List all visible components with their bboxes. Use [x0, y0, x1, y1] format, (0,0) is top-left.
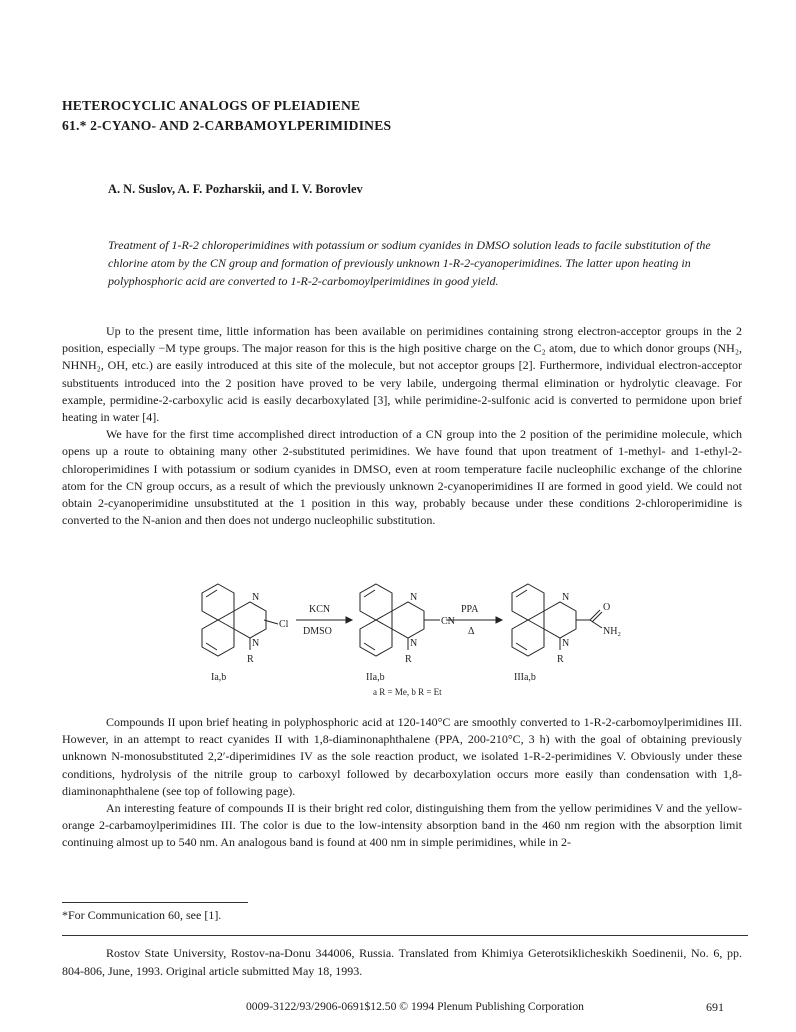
- paragraph: Compounds II upon brief heating in polyphosphoric acid at 120-140°C are smoothly converted to 1-R-2-carbomoylperimidines III. However, in an attempt to react cyanides II with 1,8-diaminonaphthalene (PPA, 200-210°C, 3 h) with the goal of obtaining previously unknown N-monosubstituted 2,2′-diperimidines IV as the sole reaction product, we isolated 1-R-2-perimidines V. Obviously under these conditions, hydrolysis of the nitrile group to carboxyl followed by decarboxylation occurs more easily than condensation with 1,8-diaminonaphthalene (see top of following page).: [62, 715, 742, 798]
- title-line-1: HETEROCYCLIC ANALOGS OF PLEIADIENE: [62, 98, 361, 113]
- author-list: A. N. Suslov, A. F. Pozharskii, and I. V. Borovlev: [108, 182, 363, 196]
- results-section: [62, 714, 742, 852]
- arrow-head-1: [346, 617, 352, 623]
- atom-n: N: [410, 638, 418, 649]
- substituent-cl: Cl: [279, 619, 289, 630]
- atom-n: N: [562, 638, 570, 649]
- atom-r: R: [247, 654, 254, 665]
- footnote: *For Communication 60, see [1].: [62, 908, 222, 922]
- reagent-ppa: PPA: [461, 604, 479, 615]
- substituent-o: O: [603, 602, 611, 613]
- intro-section: [62, 323, 742, 529]
- article-title: [62, 96, 391, 136]
- atom-r: R: [405, 654, 412, 665]
- affiliation-note: Rostov State University, Rostov-na-Donu 344006, Russia. Translated from Khimiya Geterotsiklicheskikh Soedinenii, No. 6, pp. 804-806, June, 1993. Original article submitted May 18, 1993.: [62, 946, 742, 978]
- reagent-dmso: DMSO: [303, 626, 332, 637]
- compound-label-i: Ia,b: [211, 672, 227, 683]
- paragraph: An interesting feature of compounds II is their bright red color, distinguishing them from the yellow perimidines V and the yellow-orange 2-carbamoylperimidines III. The color is due to the low-intensity absorption band in the 460 nm region with the absorption limit continuing almost up to 540 nm. An analogous band is found at 400 nm in simple perimidines, while in 2-: [62, 801, 742, 850]
- copyright-line: 0009-3122/93/2906-0691$12.50 © 1994 Plenum Publishing Corporation: [246, 1000, 584, 1013]
- page-number: 691: [706, 1000, 724, 1014]
- substituent-nh2: NH₂: [603, 626, 621, 637]
- title-line-2: 61.* 2-CYANO- AND 2-CARBAMOYLPERIMIDINES: [62, 118, 392, 133]
- compound-label-ii: IIa,b: [366, 672, 385, 683]
- paragraph: We have for the first time accomplished direct introduction of a CN group into the 2 position of the perimidine molecule, which opens up a route to obtaining many other 2-substituted perimidines. We have found that upon treatment of 1-methyl- and 1-ethyl-2-chloroperimidines I with potassium or sodium cyanides in DMSO, even at room temperature facile nucleophilic exchange of the chlorine atom for the CN group occurs, as a result of which the previously unknown 2-cyanoperimidines II are formed in good yield. We could not obtain 2-cyanoperimidine unsubstituted at the 1 position in this way, probably because under these conditions 2-chloroperimidine is converted to the N-anion and then does not undergo nucleophilic substitution.: [62, 427, 742, 528]
- atom-n: N: [410, 592, 418, 603]
- molecule-iii: [512, 584, 602, 656]
- arrow-head-2: [496, 617, 502, 623]
- paragraph: Up to the present time, little information has been available on perimidines containing strong electron-acceptor groups in the 2 position, especially −M type groups. The major reason for this is the high positive charge on the C₂ atom, due to which donor groups (NH₂, NHNH₂, OH, etc.) are easily introduced at this site of the molecule, but not acceptor groups [2]. Furthermore, individual electron-acceptor substituents introduced into the 2 position have proved to be very labile, undergoing thermal elimination or hydrolytic cleavage. For example, permidine-2-carboxylic acid is easily decarboxylated [3], while perimidine-2-sulfonic acid is converted to permidone upon brief heating in water [4].: [62, 324, 742, 425]
- atom-r: R: [557, 654, 564, 665]
- reagent-kcn: KCN: [309, 604, 331, 615]
- molecule-ii: [360, 584, 440, 656]
- footnote-divider: [62, 902, 248, 903]
- substituent-legend: a R = Me, b R = Et: [373, 687, 442, 697]
- atom-n: N: [562, 592, 570, 603]
- abstract: Treatment of 1-R-2 chloroperimidines with potassium or sodium cyanides in DMSO solution leads to facile substitution of the chlorine atom by the CN group and formation of previously unknown 1-R-2-cyanoperimidines. The latter upon heating in polyphosphoric acid are converted to 1-R-2-carbomoylperimidines in good yield.: [108, 238, 711, 288]
- atom-n: N: [252, 638, 260, 649]
- molecule-i: [202, 584, 278, 656]
- reaction-scheme: [0, 578, 796, 698]
- affiliation-divider: [62, 935, 748, 936]
- compound-label-iii: IIIa,b: [514, 672, 536, 683]
- atom-n: N: [252, 592, 260, 603]
- reagent-heat: Δ: [468, 626, 475, 637]
- substituent-cn: CN: [441, 616, 455, 627]
